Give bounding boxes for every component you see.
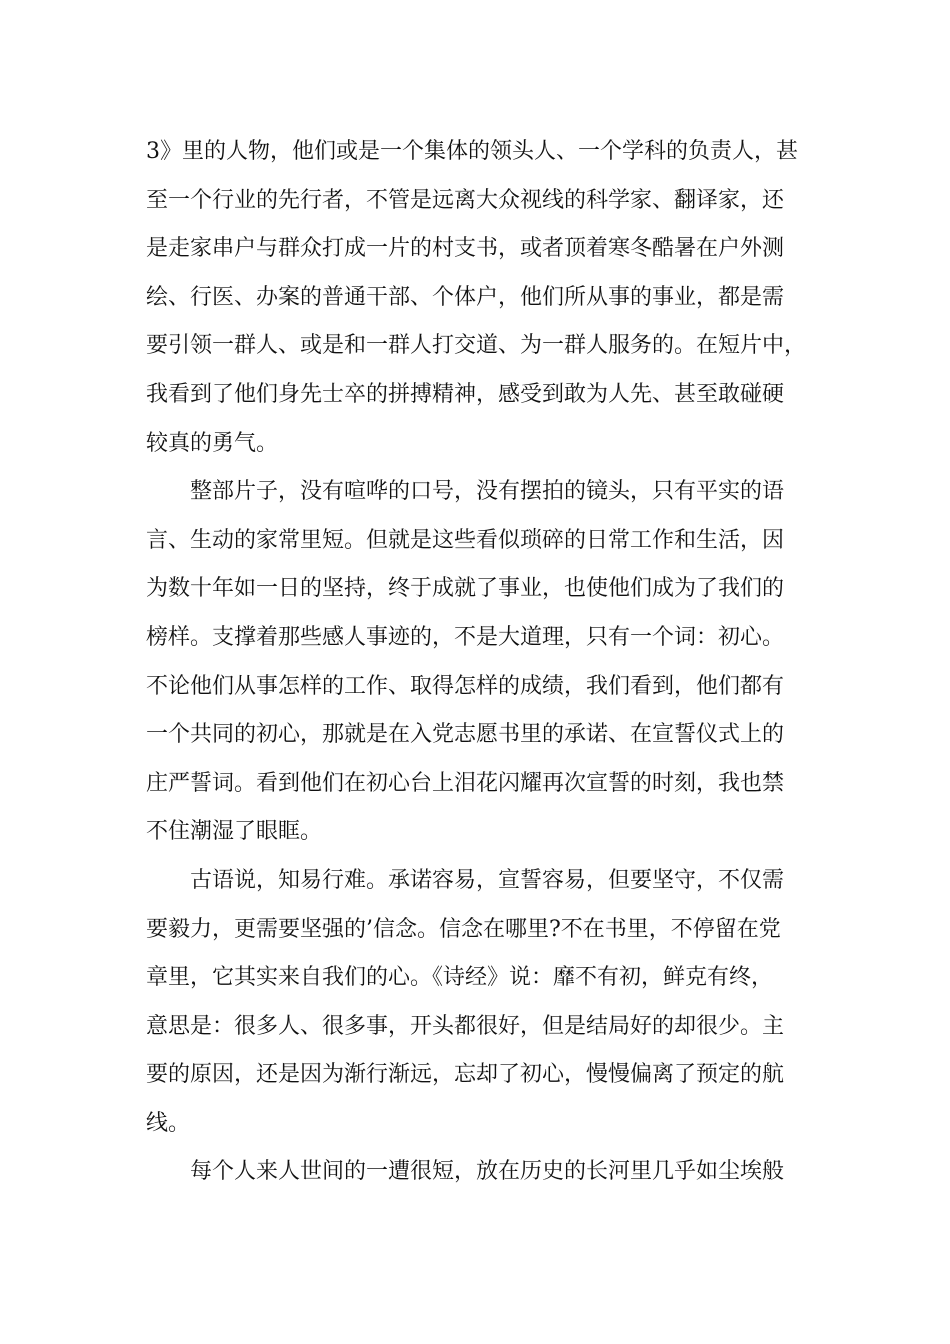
text-line: 章里，它其实来自我们的心。《诗经》说：靡不有初，鲜克有终， [146,965,774,991]
text-line: 意思是：很多人、很多事，开头都很好，但是结局好的却很少。主 [146,1013,785,1039]
text-line: 整部片子，没有喧哗的口号，没有摆拍的镜头，只有平实的语 [190,479,785,505]
paragraph-1 [146,128,808,468]
text-line: 不住潮湿了眼眶。 [146,819,323,845]
text-line: 为数十年如一日的坚持，终于成就了事业，也使他们成为了我们的 [146,576,785,602]
text-line: 言、生动的家常里短。但就是这些看似琐碎的日常工作和生活，因 [146,527,785,553]
text-line: 榜样。支撑着那些感人事迹的，不是大道理，只有一个词：初心。 [146,624,785,650]
body-text [146,128,808,1197]
text-line: 每个人来人世间的一遭很短，放在历史的长河里几乎如尘埃般 [190,1159,785,1185]
text-line: 线。 [146,1110,191,1136]
text-line: 要引领一群人、或是和一群人打交道、为一群人服务的。在短片中， [146,333,807,359]
text-line: 一个共同的初心，那就是在入党志愿书里的承诺、在宣誓仪式上的 [146,722,785,748]
text-line: 是走家串户与群众打成一片的村支书，或者顶着寒冬酷暑在户外测 [146,236,785,262]
text-line: 我看到了他们身先士卒的拼搏精神，感受到敢为人先、甚至敢碰硬 [146,381,785,407]
text-line: 要的原因，还是因为渐行渐远，忘却了初心，慢慢偏离了预定的航 [146,1062,785,1088]
text-line: 至一个行业的先行者，不管是远离大众视线的科学家、翻译家，还 [146,187,785,213]
text-line: 古语说，知易行难。承诺容易，宣誓容易，但要坚守，不仅需 [190,867,785,893]
text-line: 不论他们从事怎样的工作、取得怎样的成绩，我们看到，他们都有 [146,673,785,699]
paragraph-4 [146,1148,808,1197]
paragraph-2 [146,468,808,857]
text-line: 庄严誓词。看到他们在初心台上泪花闪耀再次宣誓的时刻，我也禁 [146,770,785,796]
text-line: 绘、行医、办案的普通干部、个体户，他们所从事的事业，都是需 [146,284,785,310]
paragraph-3 [146,857,808,1149]
text-line: 3》里的人物，他们或是一个集体的领头人、一个学科的负责人，甚 [146,139,798,164]
text-line: 较真的勇气。 [146,430,279,456]
text-line: 要毅力，更需要坚强的’信念。信念在哪里?不在书里，不停留在党 [146,916,781,942]
